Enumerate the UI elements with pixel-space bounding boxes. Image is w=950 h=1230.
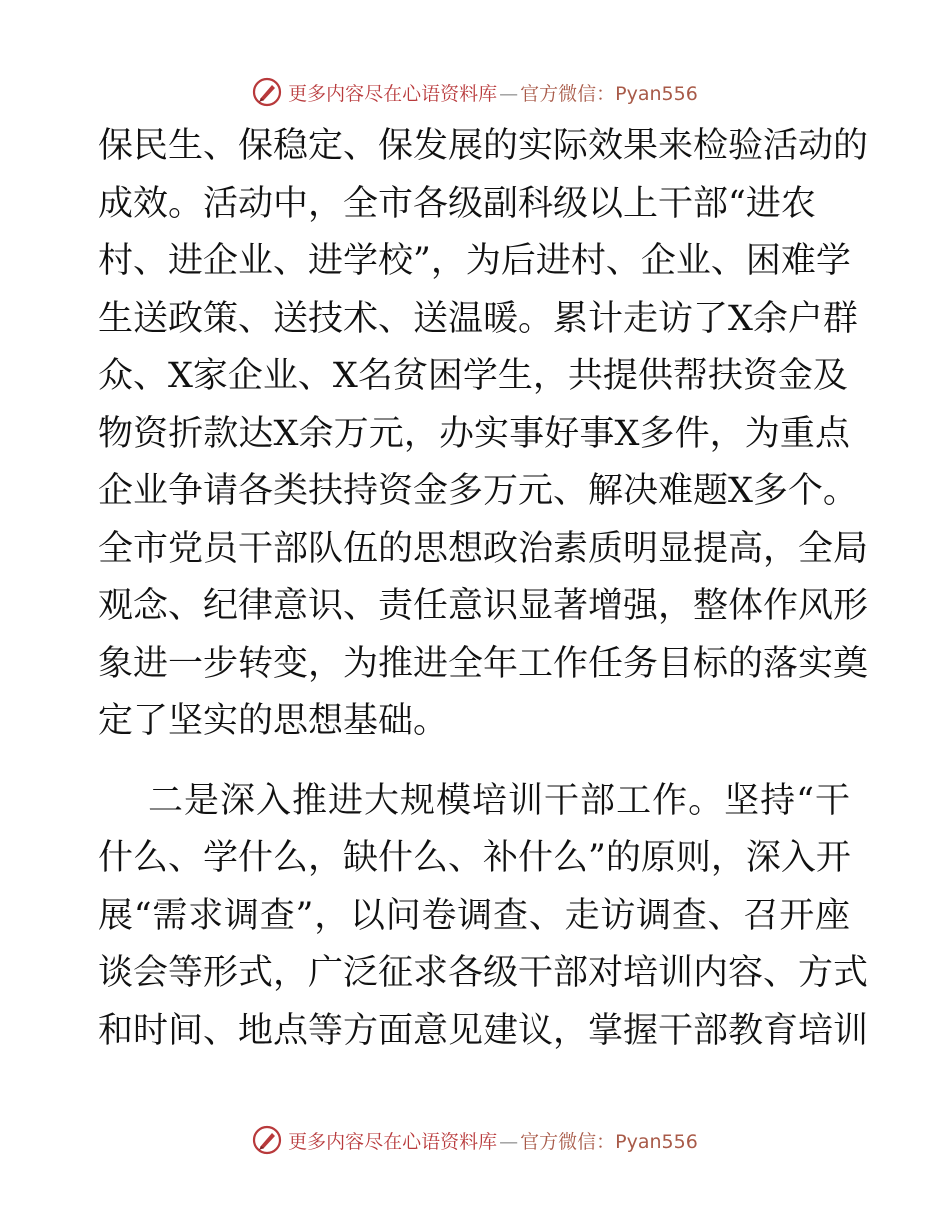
paragraph-2: [98, 773, 869, 1061]
text-line: 象进一步转变，为推进全年工作任务目标的落实奠: [98, 643, 869, 684]
text-line: 成效。活动中，全市各级副科级以上干部“进农: [98, 183, 816, 224]
text-line: 二是深入推进大规模培训干部工作。坚持“干: [148, 780, 850, 821]
text-line: 生送政策、送技术、送温暖。累计走访了X余户群: [98, 298, 858, 339]
header-brand: 更多内容尽在心语资料库: [288, 82, 498, 105]
quill-pen-logo-icon: [252, 1125, 282, 1155]
document-body: [98, 118, 869, 1060]
header-text: [288, 79, 698, 106]
text-line: 观念、纪律意识、责任意识显著增强，整体作风形: [98, 586, 869, 626]
text-line: 村、进企业、进学校”，为后进村、企业、困难学: [98, 241, 851, 281]
footer-text: [288, 1127, 698, 1154]
text-line: 物资折款达X余万元，办实事好事X多件，为重点: [98, 413, 850, 454]
text-line: 什么、学什么，缺什么、补什么”的原则，深入开: [98, 838, 851, 878]
footer-brand: 更多内容尽在心语资料库: [288, 1130, 498, 1153]
header-separator: —: [499, 82, 519, 105]
text-line: 谈会等形式，广泛征求各级干部对培训内容、方式: [98, 953, 869, 993]
text-line: 企业争请各类扶持资金多万元、解决难题X多个。: [98, 471, 858, 511]
quill-pen-logo-icon: [252, 77, 282, 107]
footer-contact: 官方微信：Pyan556: [520, 1130, 698, 1153]
footer-banner: [0, 1120, 950, 1160]
header-banner: [0, 72, 950, 112]
header-contact: 官方微信：Pyan556: [520, 82, 698, 105]
text-line: 和时间、地点等方面意见建议，掌握干部教育培训: [98, 1010, 869, 1051]
text-line: 保民生、保稳定、保发展的实际效果来检验活动的: [98, 126, 869, 166]
text-line: 展“需求调查”，以问卷调查、走访调查、召开座: [98, 895, 850, 936]
paragraph-gap: [98, 751, 850, 773]
text-line: 定了坚实的思想基础。: [98, 701, 449, 741]
footer-separator: —: [499, 1130, 519, 1153]
text-line: 众、X家企业、X名贫困学生，共提供帮扶资金及: [98, 356, 848, 396]
text-line: 全市党员干部队伍的思想政治素质明显提高，全局: [98, 528, 869, 569]
paragraph-1: [98, 118, 869, 751]
